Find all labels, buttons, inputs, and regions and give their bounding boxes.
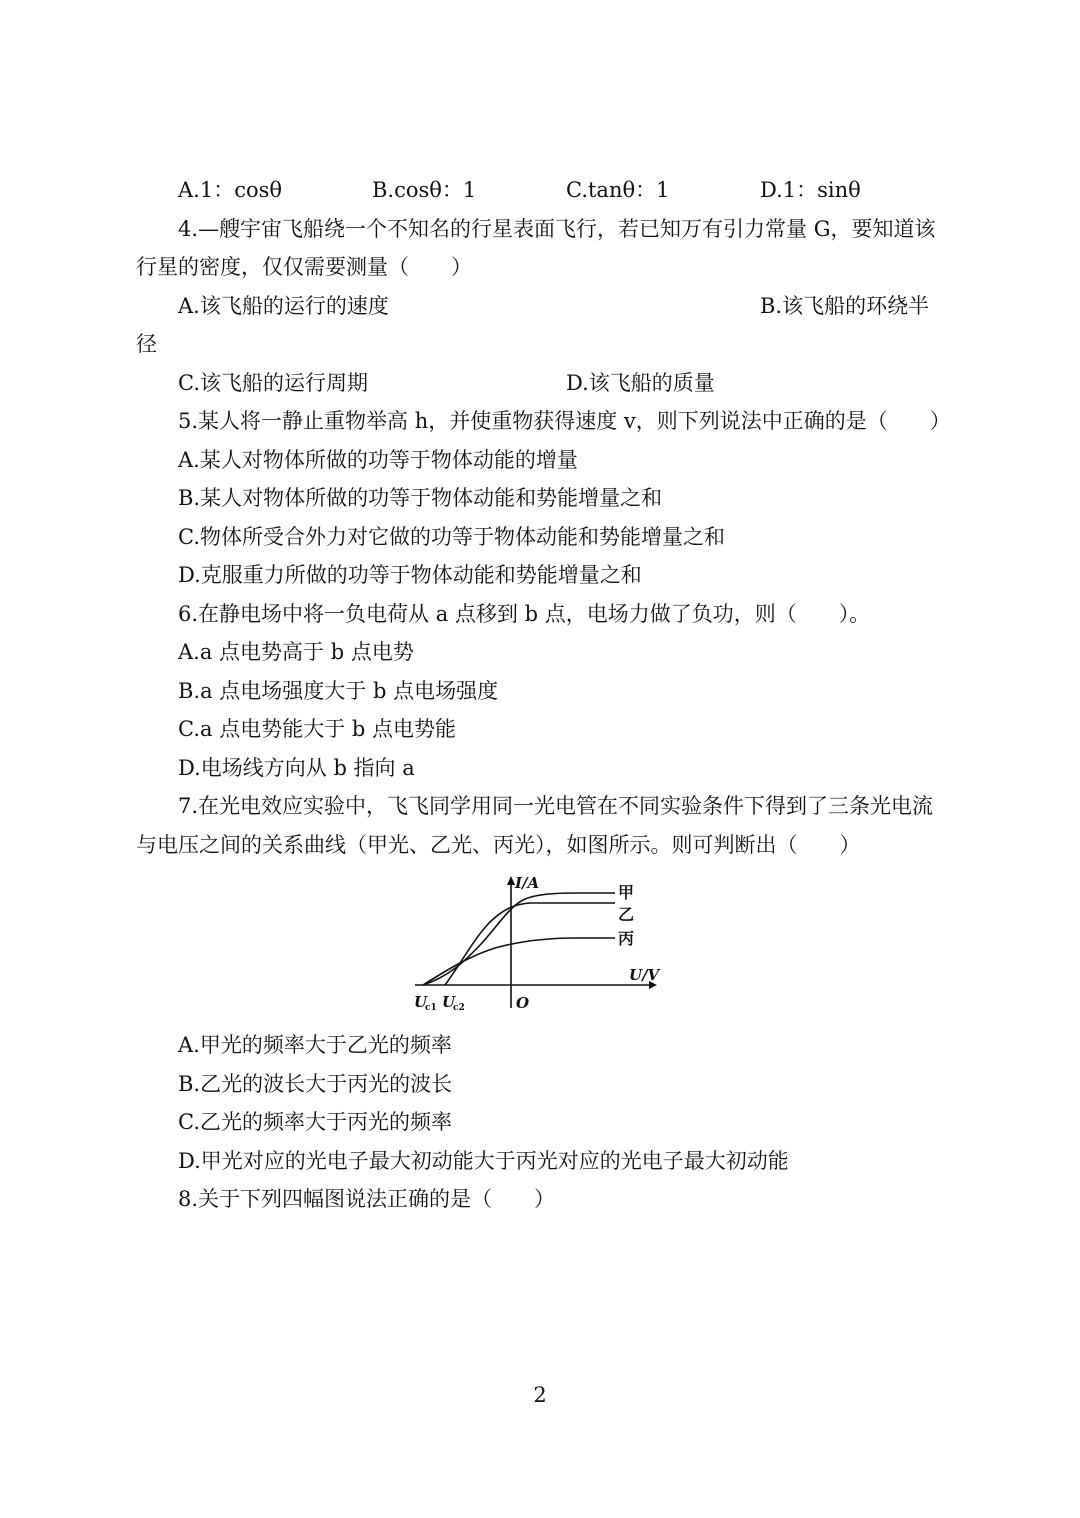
q5-stem: 5.某人将一静止重物举高 h，并使重物获得速度 v，则下列说法中正确的是（ ） <box>178 409 951 433</box>
q3-option-b: B.cosθ：1 <box>372 178 477 202</box>
q4-option-b-continued: 径 <box>136 332 157 356</box>
uc1-subscript: c1 <box>425 1003 437 1013</box>
curve-label-yi: 乙 <box>618 905 635 924</box>
q3-option-a: A.1：cosθ <box>178 178 283 202</box>
q3-option-c: C.tanθ：1 <box>566 178 670 202</box>
q6-option-b: B.a 点电场强度大于 b 点电场强度 <box>178 679 499 703</box>
uc1-label: U <box>414 993 428 1011</box>
page-number: 2 <box>533 1383 547 1407</box>
curve-label-jia: 甲 <box>618 883 635 902</box>
q3-option-d: D.1：sinθ <box>760 178 861 202</box>
origin-label: O <box>516 994 530 1012</box>
y-axis-label: I/A <box>515 874 540 892</box>
photoelectric-iv-figure <box>405 868 670 1018</box>
q4-option-b: B.该飞船的环绕半 <box>760 294 930 318</box>
y-axis-arrow <box>507 876 515 885</box>
q5-option-a: A.某人对物体所做的功等于物体动能的增量 <box>178 448 578 472</box>
curve-jia <box>423 893 615 985</box>
q4-stem-line1: 4.—艘宇宙飞船绕一个不知名的行星表面飞行，若已知万有引力常量 G，要知道该 <box>178 217 936 241</box>
q7-option-b: B.乙光的波长大于丙光的波长 <box>178 1072 453 1096</box>
q5-option-d: D.克服重力所做的功等于物体动能和势能增量之和 <box>178 563 642 587</box>
q5-option-c: C.物体所受合外力对它做的功等于物体动能和势能增量之和 <box>178 525 725 549</box>
curve-bing <box>423 938 615 985</box>
q7-option-d: D.甲光对应的光电子最大初动能大于丙光对应的光电子最大初动能 <box>178 1149 789 1173</box>
q6-option-c: C.a 点电势能大于 b 点电势能 <box>178 717 456 741</box>
curve-label-bing: 丙 <box>618 929 635 948</box>
q4-option-d: D.该飞船的质量 <box>566 371 715 395</box>
q6-stem: 6.在静电场中将一负电荷从 a 点移到 b 点，电场力做了负功，则（ ）。 <box>178 602 871 626</box>
uc2-label: U <box>442 993 456 1011</box>
q7-stem-line2: 与电压之间的关系曲线（甲光、乙光、丙光），如图所示。则可判断出（ ） <box>136 833 861 857</box>
q4-option-c: C.该飞船的运行周期 <box>178 371 368 395</box>
q7-option-c: C.乙光的频率大于丙光的频率 <box>178 1110 452 1134</box>
q4-stem-line2: 行星的密度，仅仅需要测量（ ） <box>136 255 472 279</box>
curve-yi <box>445 903 615 985</box>
uc2-subscript: c2 <box>453 1003 465 1013</box>
x-axis-label: U/V <box>629 966 660 984</box>
q6-option-a: A.a 点电势高于 b 点电势 <box>178 640 414 664</box>
q7-option-a: A.甲光的频率大于乙光的频率 <box>178 1033 452 1057</box>
q4-option-a: A.该飞船的运行的速度 <box>178 294 389 318</box>
q6-option-d: D.电场线方向从 b 指向 a <box>178 756 415 780</box>
q5-option-b: B.某人对物体所做的功等于物体动能和势能增量之和 <box>178 486 663 510</box>
q8-stem: 8.关于下列四幅图说法正确的是（ ） <box>178 1187 556 1211</box>
q7-stem-line1: 7.在光电效应实验中，飞飞同学用同一光电管在不同实验条件下得到了三条光电流 <box>178 794 934 818</box>
